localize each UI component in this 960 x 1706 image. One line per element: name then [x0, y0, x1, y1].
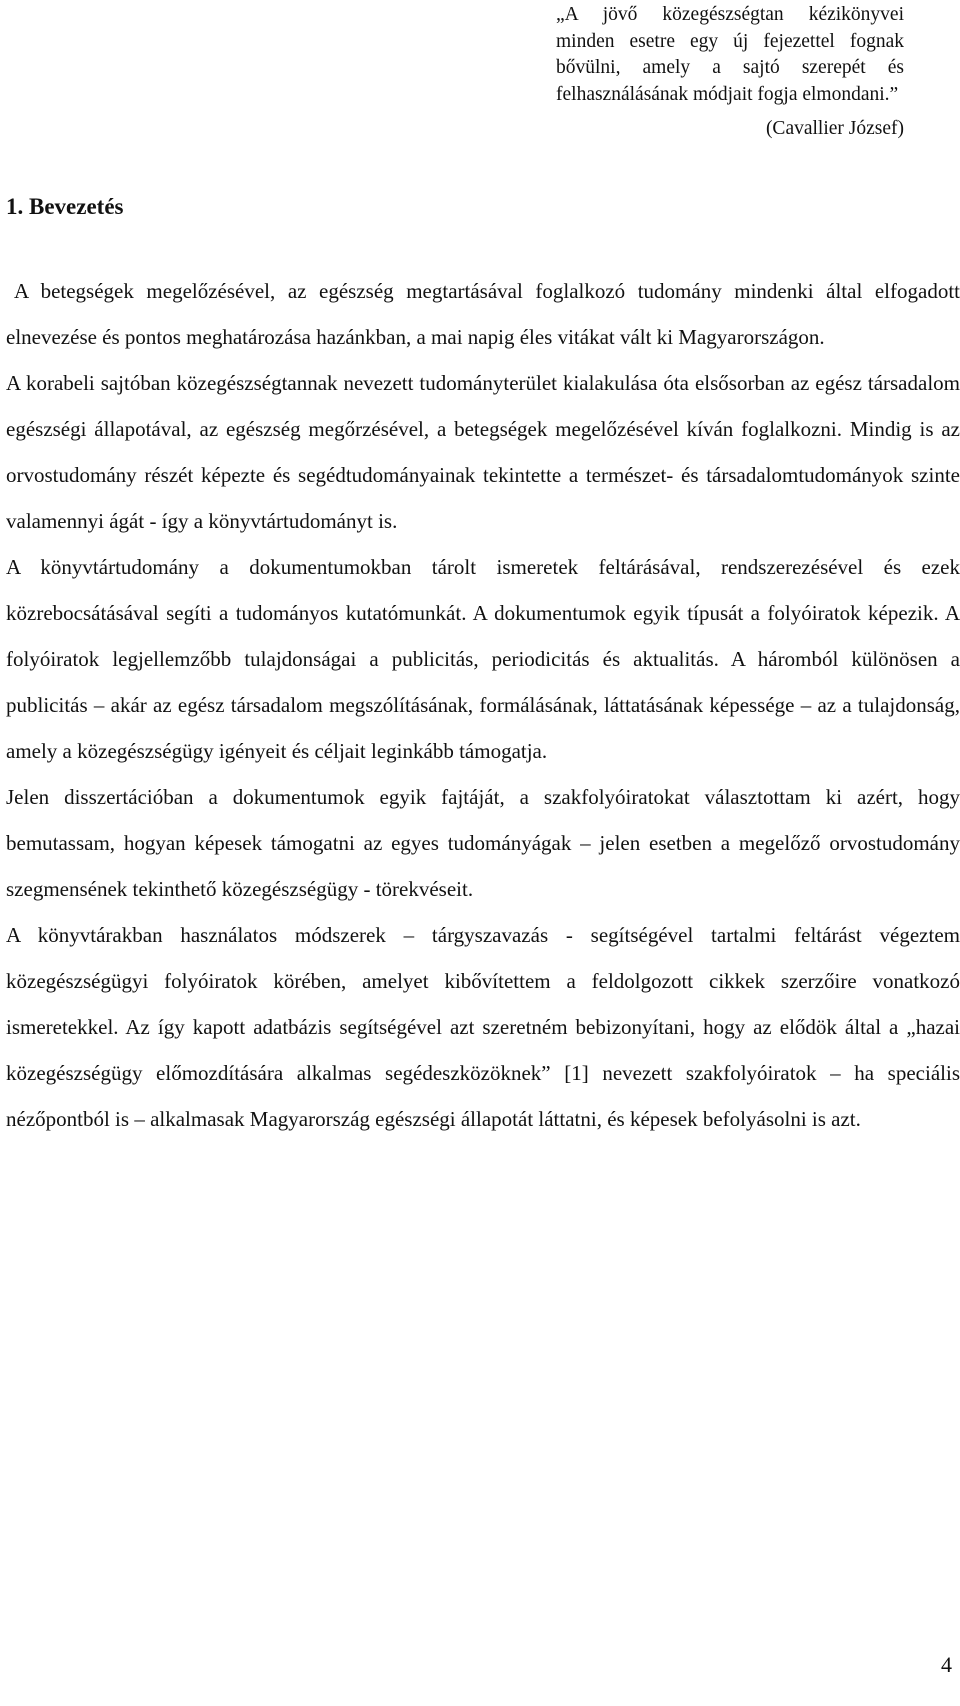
section-heading: 1. Bevezetés: [6, 194, 124, 219]
epigraph-author: (Cavallier József): [765, 118, 904, 139]
paragraph-5: A könyvtárakban használatos módszerek – tárgyszavazás - segítségével tartalmi feltárást végeztem közegészségügyi folyóiratok körében, amelyet kibővítettem a feldolgozott cikkek szerzőire vonatkozó ismeretekkel. Az így kapott adatbázis segítségével azt szeretném bebizonyítani, hogy az elődök által a „hazai közegészségügy előmozdítására alkalmas segédeszközöknek” [1] nevezett szakfolyóiratok – ha speciális nézőpontból is – alkalmasak Magyarország egészségi állapotát láttatni, és képesek befolyásolni is azt.: [6, 923, 960, 1131]
paragraph-1: A betegségek megelőzésével, az egészség megtartásával foglalkozó tudomány mindenki által elfogadott elnevezése és pontos meghatározása hazánkban, a mai napig éles vitákat vált ki Magyarországon.: [6, 279, 960, 349]
page-number: 4: [941, 1652, 952, 1677]
epigraph-quote: „A jövő közegészségtan kézikönyvei minden esetre egy új fejezettel fognak bővülni, amely a sajtó szerepét és felhasználásának módjait fogja elmondani.”: [556, 4, 904, 105]
epigraph: [556, 2, 904, 143]
paragraph-4: Jelen disszertációban a dokumentumok egyik fajtáját, a szakfolyóiratokat választottam ki azért, hogy bemutassam, hogyan képesek támogatni az egyes tudományágak – jelen esetben a megelőző orvostudomány szegmensének tekinthető közegészségügy - törekvéseit.: [6, 785, 960, 901]
paragraph-3: A könyvtártudomány a dokumentumokban tárolt ismeretek feltárásával, rendszerezésével és ezek közrebocsátásával segíti a tudományos kutatómunkát. A dokumentumok egyik típusát a folyóiratok képezik. A folyóiratok legjellemzőbb tulajdonságai a publicitás, periodicitás és aktualitás. A háromból különösen a publicitás – akár az egész társadalom megszólításának, formálásának, láttatásának képessége – az a tulajdonság, amely a közegészségügy igényeit és céljait leginkább támogatja.: [6, 555, 960, 763]
body-text: [6, 268, 960, 1142]
paragraph-2: A korabeli sajtóban közegészségtannak nevezett tudományterület kialakulása óta elsősorban az egész társadalom egészségi állapotával, az egészség megőrzésével, a betegségek megelőzésével kíván foglalkozni. Mindig is az orvostudomány részét képezte és segédtudományainak tekintette a természet- és társadalomtudományok szinte valamennyi ágát - így a könyvtártudományt is.: [6, 371, 960, 533]
